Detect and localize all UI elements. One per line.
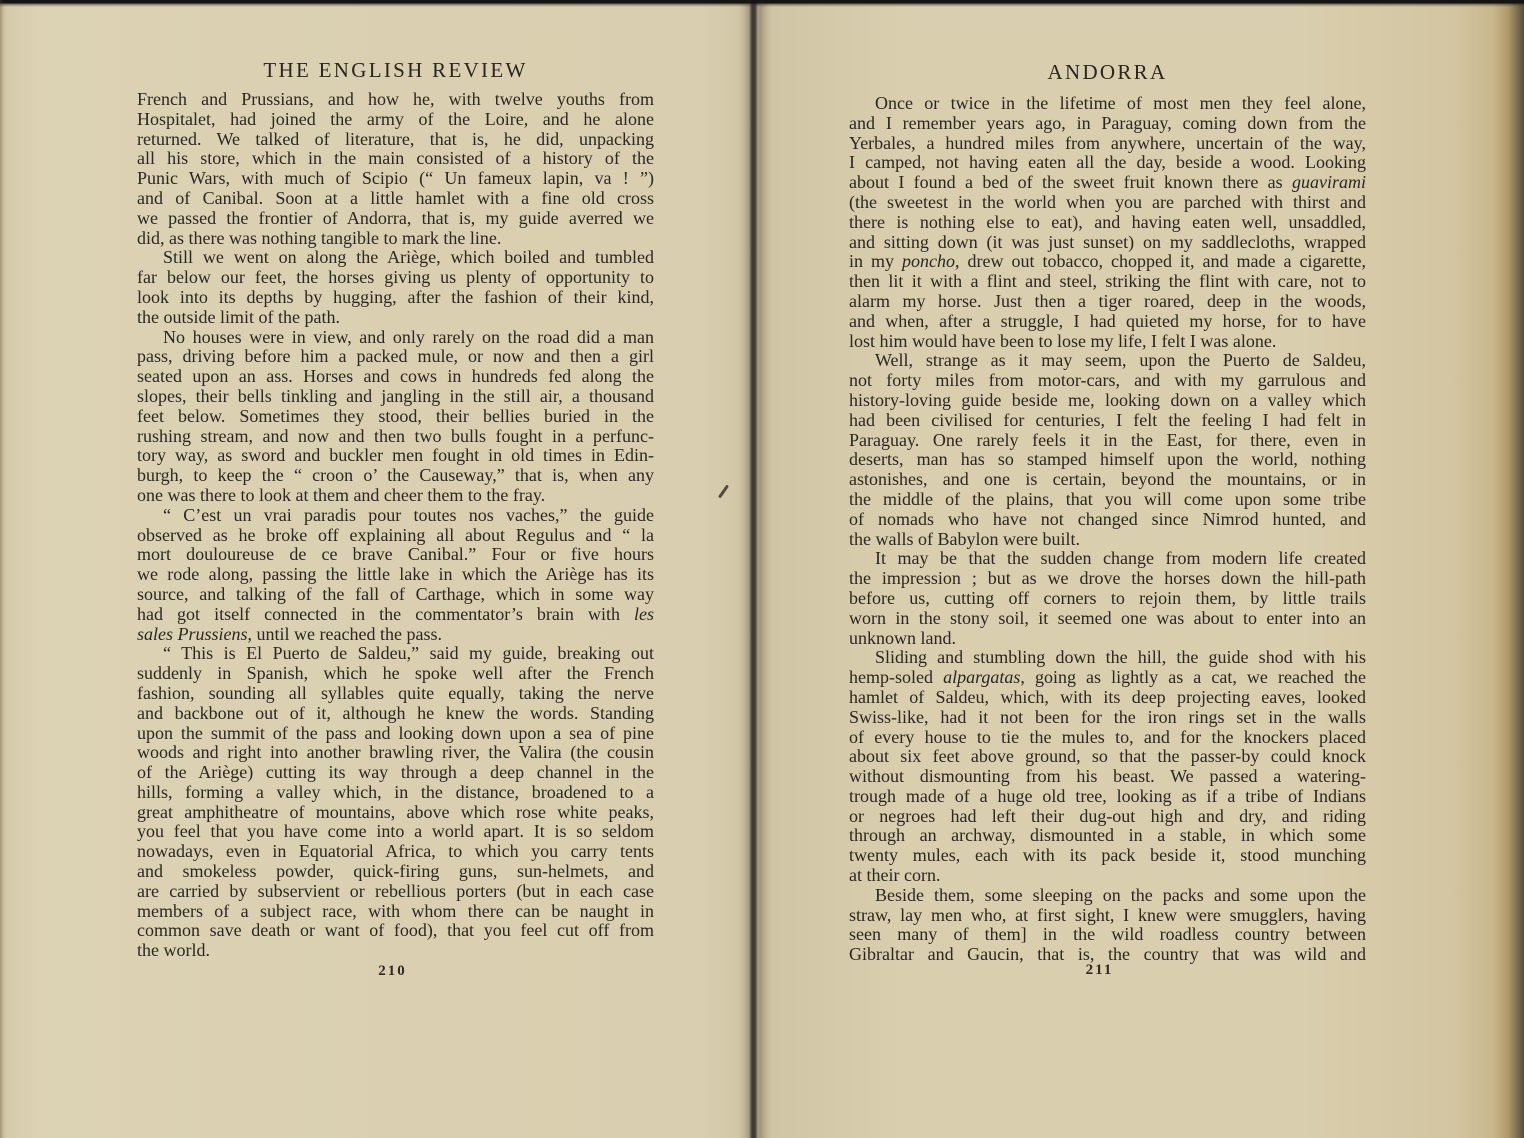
text-line: French and Prussians, and how he, with twelve youths from [137, 89, 654, 109]
roman-text: hemp-soled [849, 667, 944, 688]
text-line: observed as he broke off explaining all about Regulus and “ la [137, 524, 654, 545]
paragraph [849, 648, 1366, 886]
paragraph [137, 506, 654, 645]
italic-text: alpargatas [943, 667, 1021, 688]
text-line: through an archway, dismounted in a stable, in which some [849, 825, 1366, 846]
running-head: THE ENGLISH REVIEW [263, 58, 528, 82]
text-line: and when, after a struggle, I had quieted my horse, for to have [849, 310, 1366, 331]
text-line: Hospitalet, had joined the army of the Loire, and he alone [137, 108, 654, 129]
text-line: burgh, to keep the “ croon o’ the Causeway,” that is, when any [137, 465, 654, 486]
text-line: the walls of Babylon were built. [849, 528, 1080, 549]
text-line: “ C’est un vrai paradis pour toutes nos vaches,” the guide [163, 504, 654, 525]
text-line [849, 668, 1366, 688]
text-line: straw, lay men who, at first sight, I knew were smugglers, having [849, 904, 1366, 925]
paragraph [137, 644, 654, 961]
text-line: the impression ; but as we drove the horses down the hill-path [849, 568, 1366, 589]
text-line: common save death or want of food), that you feel cut off from [137, 920, 654, 941]
text-line: the world. [137, 940, 210, 961]
roman-text: had got itself connected in the commentator’s brain with [137, 603, 634, 624]
page-number: 210 [378, 963, 407, 979]
text-line: slopes, their bells tinkling and jangling in the still air, a thousand [137, 385, 654, 406]
text-line: the middle of the plains, that you will come upon some tribe [849, 488, 1366, 509]
text-line: source, and talking of the fall of Carthage, which in some way [137, 583, 654, 604]
text-line: one was there to look at them and cheer them to the fray. [137, 484, 546, 505]
text-line: the outside limit of the path. [137, 306, 340, 327]
roman-text: , drew out tobacco, chopped it, and made a cigarette, [955, 251, 1366, 272]
text-line: I camped, not having eaten all the day, beside a wood. Looking [849, 152, 1366, 173]
text-line: pass, driving before him a packed mule, or now and then a girl [137, 346, 654, 367]
text-line: Sliding and stumbling down the hill, the guide shod with his [875, 647, 1366, 668]
text-line [137, 625, 654, 645]
paragraph [137, 90, 654, 248]
text-line: seated upon an ass. Horses and cows in hundreds fed along the [137, 366, 654, 387]
text-line: No houses were in view, and only rarely on the road did a man [163, 326, 654, 347]
roman-text: , going as lightly as a cat, we reached the [1020, 667, 1366, 688]
text-line [849, 252, 1366, 272]
text-line: unknown land. [849, 627, 956, 648]
text-line: returned. We talked of literature, that is, he did, unpacking [137, 128, 654, 149]
text-line: Punic Wars, with much of Scipio (“ Un fameux lapin, va ! ”) [137, 168, 654, 189]
text-line: we rode along, passing the little lake in which the Ariège has its [137, 564, 654, 585]
text-line: suddenly in Spanish, which he spoke well after the French [137, 663, 654, 684]
text-line: hills, forming a valley which, in the distance, broadened to a [137, 781, 654, 802]
paragraph [849, 549, 1366, 648]
italic-text: sales Prussiens [137, 623, 248, 644]
text-line: there is nothing else to eat), and having eaten well, unsaddled, [849, 211, 1366, 232]
text-line: did, as there was nothing tangible to mark the line. [137, 227, 502, 248]
paragraph [137, 328, 654, 506]
text-line: we passed the frontier of Andorra, that is, my guide averred we [137, 207, 654, 228]
text-line: or negroes had left their dug-out high and dry, and riding [849, 805, 1366, 826]
text-line: seen many of them] in the wild roadless country between [849, 924, 1366, 945]
text-line: nowadays, even in Equatorial Africa, to which you carry tents [137, 841, 654, 862]
text-column [849, 94, 1366, 965]
text-line: woods and right into another brawling river, the Valira (the cousin [137, 742, 654, 763]
text-line: deserts, man has so stamped himself upon the world, nothing [849, 449, 1366, 470]
page-number: 211 [1085, 962, 1114, 978]
text-line: far below our feet, the horses giving us plenty of opportunity to [137, 267, 654, 288]
text-line: Swiss-like, had it not been for the iron rings set in the walls [849, 706, 1366, 727]
running-head: ANDORRA [1047, 60, 1168, 84]
paragraph [849, 351, 1366, 549]
text-line: and smokeless powder, quick-firing guns, sun-helmets, and [137, 861, 654, 882]
text-line: Once or twice in the lifetime of most men they feel alone, [875, 93, 1366, 113]
italic-text: les [634, 603, 654, 624]
roman-text: in my [849, 251, 903, 272]
text-line: great amphitheatre of mountains, above which rose white peaks, [137, 801, 654, 822]
text-line: about six feet above ground, so that the passer-by could knock [849, 746, 1366, 767]
text-line: trough made of a huge old tree, looking as if a tribe of Indians [849, 785, 1366, 806]
italic-text: guavirami [1292, 172, 1366, 193]
text-line: then lit it with a flint and steel, striking the flint with care, not to [849, 271, 1366, 292]
pencil-mark [718, 484, 729, 498]
text-line: worn in the stony soil, it seemed one was about to enter into an [849, 607, 1366, 628]
text-line: Gibraltar and Gaucin, that is, the country that was wild and [849, 944, 1366, 965]
text-line: hamlet of Saldeu, which, with its deep projecting eaves, looked [849, 686, 1366, 707]
text-line: at their corn. [849, 865, 941, 886]
text-line: lost him would have been to lose my life, I felt I was alone. [849, 330, 1277, 351]
text-line: and backbone out of it, although he knew the words. Standing [137, 702, 654, 723]
text-line: not forty miles from motor-cars, and with my garrulous and [849, 370, 1366, 391]
paragraph [849, 94, 1366, 351]
roman-text: about I found a bed of the sweet fruit known there as [849, 172, 1292, 193]
text-line: mort douloureuse de ce brave Canibal.” Four or five hours [137, 544, 654, 565]
text-line: and sitting down (it was just sunset) on my saddlecloths, wrapped [849, 231, 1366, 252]
text-line: “ This is El Puerto de Saldeu,” said my guide, breaking out [163, 643, 654, 664]
text-line: alarm my horse. Just then a tiger roared, deep in the woods, [849, 290, 1366, 311]
text-line: and of Canibal. Soon at a little hamlet with a fine old cross [137, 187, 654, 208]
text-line [849, 173, 1366, 193]
paragraph [849, 886, 1366, 965]
text-line: of the Ariège) cutting its way through a deep channel in the [137, 762, 654, 783]
text-line: look into its depths by hugging, after the fashion of their kind, [137, 286, 654, 307]
text-line [137, 605, 654, 625]
paragraph [137, 248, 654, 327]
text-column [137, 90, 654, 961]
text-line: tory way, as sword and buckler men fought in old times in Edin- [137, 445, 654, 466]
text-line: Still we went on along the Ariège, which boiled and tumbled [163, 247, 654, 268]
text-line: upon the summit of the pass and looking down upon a sea of pine [137, 722, 654, 743]
text-line: of every house to tie the mules to, and for the knockers placed [849, 726, 1366, 747]
text-line: and I remember years ago, in Paraguay, coming down from the [849, 112, 1366, 133]
text-line: Beside them, some sleeping on the packs and some upon the [875, 884, 1366, 905]
text-line: feet below. Sometimes they stood, their bellies buried in the [137, 405, 654, 426]
text-line: Yerbales, a hundred miles from anywhere, uncertain of the way, [849, 132, 1366, 153]
text-line: all his store, which in the main consisted of a history of the [137, 148, 654, 169]
text-line: you feel that you have come into a world apart. It is so seldom [137, 821, 654, 842]
text-line: Well, strange as it may seem, upon the Puerto de Saldeu, [875, 350, 1366, 371]
left-page-edge [0, 0, 4, 1138]
text-line: (the sweetest in the world when you are parched with thirst and [849, 191, 1366, 212]
text-line: astonishes, and one is certain, beyond the mountains, or in [849, 469, 1366, 490]
text-line: before us, cutting off corners to rejoin them, by little trails [849, 587, 1366, 608]
text-line: Paraguay. One rarely feels it in the East, for there, even in [849, 429, 1366, 450]
text-line: twenty mules, each with its pack beside it, stood munching [849, 845, 1366, 866]
book-spine [744, 0, 766, 1138]
text-line: history-loving guide beside me, looking down on a valley which [849, 389, 1366, 410]
roman-text: , until we reached the pass. [247, 623, 442, 644]
text-line: had been civilised for centuries, I felt the feeling I had felt in [849, 409, 1366, 430]
text-line: are carried by subservient or rebellious porters (but in each case [137, 880, 654, 901]
text-line: members of a subject race, with whom there can be naught in [137, 900, 654, 921]
text-line: rushing stream, and now and then two bulls fought in a perfunc- [137, 425, 654, 446]
text-line: It may be that the sudden change from modern life created [875, 548, 1366, 569]
italic-text: poncho [902, 251, 956, 272]
text-line: of nomads who have not changed since Nimrod hunted, and [849, 508, 1366, 529]
text-line: without dismounting from his beast. We passed a watering- [849, 766, 1366, 787]
text-line: fashion, sounding all syllables quite equally, taking the nerve [137, 682, 654, 703]
